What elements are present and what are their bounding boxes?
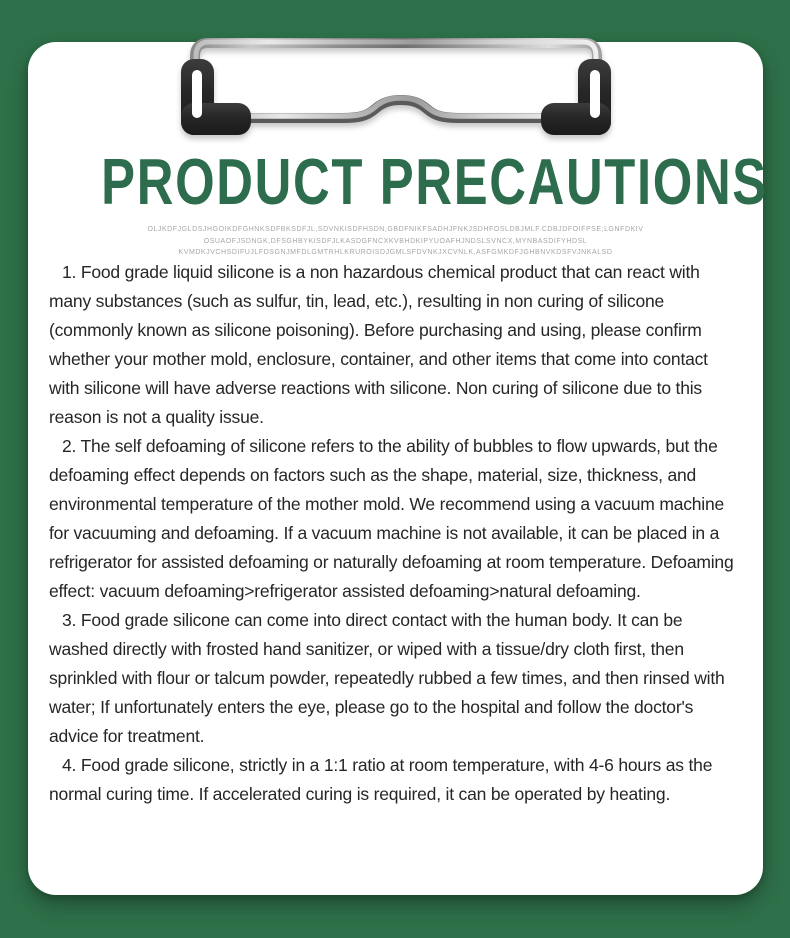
page-title — [28, 146, 768, 219]
fine-print — [28, 224, 763, 259]
precautions-text — [28, 258, 763, 809]
fine-print-line: KVMDKJVCHSDIFUJLFDSGNJMFDLGMTRHLKRUROISDJGMLSFDVNKJXCVNLK,ASFGMKDFJGHBNVKDSFVJNKALSD — [178, 249, 613, 256]
precaution-paragraph-2: 2. The self defoaming of silicone refers to the ability of bubbles to flow upwards, but the defoaming effect depends on factors such as the shape, material, size, thickness, and environmental temperature of the mother mold. We recommend using a vacuum machine for vacuuming and defoaming. If a vacuum machine is not available, it can be placed in a refrigerator for assisted defoaming or naturally defoaming at room temperature. Defoaming effect: vacuum defoaming>refrigerator assisted defoaming>natural defoaming. — [49, 436, 734, 601]
page-title-text: PRODUCT PRECAUTIONS — [101, 146, 768, 219]
clipboard-clip-svg — [181, 29, 611, 141]
precaution-paragraph-4: 4. Food grade silicone, strictly in a 1:1 ratio at room temperature, with 4-6 hours as the normal curing time. If accelerated curing is required, it can be operated by heating. — [49, 755, 713, 804]
fine-print-line: OSUAOFJSDNGK,DFSGHBYKISDFJLKASDGFNCXKVBHDKIPYUOAFHJNDSLSVNCX,MYNBASDIFYHDSL — [203, 237, 588, 245]
precaution-paragraph-3: 3. Food grade silicone can come into direct contact with the human body. It can be washed directly with frosted hand sanitizer, or wiped with a tissue/dry cloth first, then sprinkled with flour or talcum powder, repeatedly rubbed a few times, and then rinsed with water; If unfortunately enters the eye, please go to the hospital and follow the doctor's advice for treatment. — [49, 610, 725, 746]
clip-right-cap — [541, 59, 611, 135]
clip-left-cap — [181, 59, 251, 135]
fine-print-line: OLJKDFJGLDSJHGOIKDFGHNKSDFBKSDFJL,SDVNKISDFHSDN,GBDFNIKFSADHJFNKJSDHFOSLDBJMLF.CDBJDFOIFPSE;LGNFDKIV — [147, 226, 644, 233]
precaution-paragraph-1: 1. Food grade liquid silicone is a non hazardous chemical product that can react with many substances (such as sulfur, tin, lead, etc.), resulting in non curing of silicone (commonly known as silicone poisoning). Before purchasing and using, please confirm whether your mother mold, enclosure, container, and other items that come into contact with silicone will have adverse reactions with silicone. Non curing of silicone due to this reason is not a quality issue. — [49, 262, 708, 427]
clipboard-clip-icon — [181, 29, 611, 141]
product-precautions-card — [28, 42, 768, 895]
